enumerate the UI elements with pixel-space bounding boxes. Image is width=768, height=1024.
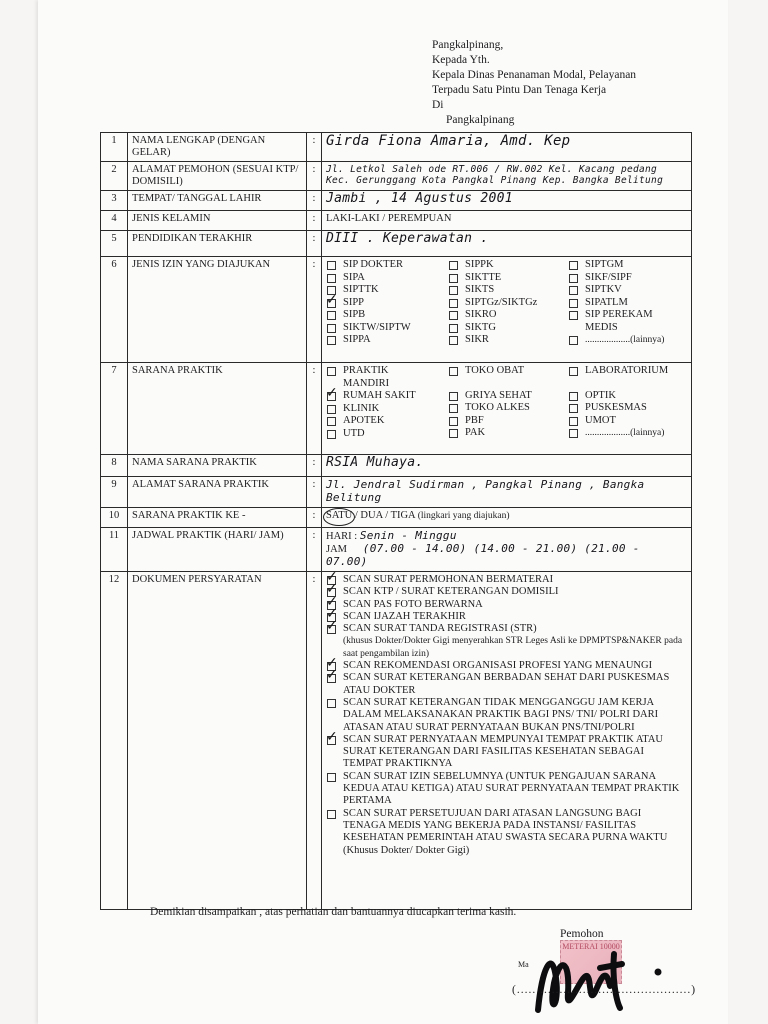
form-row-8 [101, 455, 692, 477]
permit-col-2 [448, 259, 568, 347]
address-value-line1[interactable]: Jl. Letkol Saleh ode RT.006 / RW.002 Kel. Kacang pedang [326, 164, 658, 175]
option-sippa[interactable]: SIPPA [326, 334, 448, 347]
colon: : [307, 231, 322, 257]
header-destination-city: Pangkalpinang [446, 114, 515, 126]
option-toko-alkes[interactable]: TOKO ALKES [448, 402, 568, 415]
checkbox-checked[interactable] [326, 728, 338, 745]
checkmark-icon: ✓ [326, 655, 338, 672]
doc-rekomendasi[interactable]: ✓ SCAN REKOMENDASI ORGANISASI PROFESI YANG MENAUNGI [326, 655, 653, 672]
checkbox[interactable] [449, 299, 458, 308]
doc-str[interactable]: ✓ SCAN SURAT TANDA REGISTRASI (STR) (khusus Dokter/Dokter Gigi menyerahkan STR Leges Asli ke DPMPTSP&NAKER pada saat pengambilan izin) [326, 618, 683, 659]
checkbox[interactable] [569, 417, 578, 426]
checkmark-icon: ✓ [326, 385, 338, 401]
row-label: JADWAL PRAKTIK (HARI/ JAM) [128, 528, 307, 572]
colon: : [307, 572, 322, 910]
gender-options[interactable]: LAKI-LAKI / PEREMPUAN [322, 211, 692, 231]
facility-name-value[interactable]: RSIA Muhaya. [326, 455, 424, 470]
signature-line: (.............................................) [512, 984, 697, 996]
row-number: 3 [101, 191, 128, 211]
doc-ktp[interactable]: ✓ SCAN KTP / SURAT KETERANGAN DOMISILI [326, 581, 559, 598]
colon: : [307, 191, 322, 211]
option-sipa[interactable]: SIPA [326, 272, 448, 285]
row-label: JENIS KELAMIN [128, 211, 307, 231]
address-value-line2[interactable]: Kec. Gerunggang Kota Pangkal Pinang Kep. Bangka Belitung [326, 175, 664, 186]
header-addressee-line2: Terpadu Satu Pintu Dan Tenaga Kerja [432, 84, 607, 96]
form-row-7 [101, 363, 692, 455]
row-number: 12 [101, 572, 128, 910]
form-row-10 [101, 508, 692, 528]
option-sipatlm[interactable]: SIPATLM [568, 297, 687, 310]
checkbox[interactable] [449, 417, 458, 426]
time-label: JAM [326, 544, 348, 555]
checkbox[interactable] [327, 417, 336, 426]
header-addressee-line1: Kepala Dinas Penanaman Modal, Pelayanan [432, 69, 637, 81]
form-row-11 [101, 528, 692, 572]
option-sip-dokter[interactable]: SIP DOKTER [326, 259, 448, 272]
checkbox[interactable] [327, 773, 336, 782]
checkbox[interactable] [449, 286, 458, 295]
checkbox[interactable] [569, 286, 578, 295]
checkbox[interactable] [569, 261, 578, 270]
education-value[interactable]: DIII . Keperawatan . [326, 231, 489, 246]
doc-izin-sebelumnya[interactable]: SCAN SURAT IZIN SEBELUMNYA (UNTUK PENGAJUAN SARANA KEDUA ATAU KETIGA) ATAU SURAT PERNYATAAN TEMPAT PRAKTIK PERTAMA [326, 771, 687, 808]
header-city-date: Pangkalpinang, [432, 39, 504, 51]
checkmark-icon: ✓ [326, 291, 338, 308]
required-documents-list [322, 569, 692, 910]
checkmark-icon: ✓ [326, 618, 338, 635]
form-row-2 [101, 162, 692, 191]
checkbox[interactable] [327, 311, 336, 320]
row-label: ALAMAT SARANA PRAKTIK [128, 477, 307, 508]
checkbox[interactable] [569, 336, 578, 345]
option-optik[interactable]: OPTIK [568, 390, 687, 403]
checkbox[interactable] [327, 336, 336, 345]
selection-circle [323, 508, 355, 526]
option-siktg[interactable]: SIKTG [448, 322, 568, 335]
facility-address-value[interactable]: Jl. Jendral Sudirman , Pangkal Pinang , Bangka Belitung [326, 478, 645, 504]
option-puskesmas[interactable]: PUSKESMAS [568, 402, 687, 415]
option-rumah-sakit[interactable]: ✓ RUMAH SAKIT [326, 385, 416, 401]
doc-tempat-praktik[interactable]: ✓ SCAN SURAT PERNYATAAN MEMPUNYAI TEMPAT PRAKTIK ATAU SURAT KETERANGAN DARI FASILITAS KESEHATAN SEBAGAI TEMPAT PRAKTIKNYA [326, 728, 663, 770]
option-lainnya[interactable]: ...................(lainnya) [568, 334, 687, 347]
option-siktte[interactable]: SIKTTE [448, 272, 568, 285]
checkbox[interactable] [327, 261, 336, 270]
colon: : [307, 363, 322, 455]
row-number: 6 [101, 257, 128, 363]
checkbox[interactable] [449, 367, 458, 376]
permit-type-options [326, 259, 687, 347]
checkbox[interactable] [327, 405, 336, 414]
option-laboratorium[interactable]: LABORATORIUM [568, 365, 687, 378]
option-sikro[interactable]: SIKRO [448, 309, 568, 322]
colon: : [307, 455, 322, 477]
application-form-table [100, 132, 692, 910]
option-umot[interactable]: UMOT [568, 415, 687, 428]
row-number: 4 [101, 211, 128, 231]
option-sikf-sipf[interactable]: SIKF/SIPF [568, 272, 687, 285]
option-klinik[interactable]: KLINIK [326, 403, 448, 416]
letter-header [432, 38, 636, 128]
doc-surat-permohonan[interactable]: ✓ SCAN SURAT PERMOHONAN BERMATERAI [326, 569, 554, 585]
row-label: ALAMAT PEMOHON (SESUAI KTP/ DOMISILI) [128, 162, 307, 191]
checkbox-checked[interactable] [326, 385, 338, 401]
permit-col-3 [568, 259, 687, 347]
checkmark-icon: ✓ [326, 605, 338, 622]
signature-image [530, 938, 680, 1018]
colon: : [307, 211, 322, 231]
full-name-value[interactable]: Girda Fiona Amaria, Amd. Kep [326, 133, 571, 149]
option-sipttk[interactable]: SIPTTK [326, 284, 448, 297]
row-label: NAMA LENGKAP (DENGAN GELAR) [128, 133, 307, 162]
option-sikts[interactable]: SIKTS [448, 284, 568, 297]
form-row-5 [101, 231, 692, 257]
checkbox[interactable] [327, 699, 336, 708]
facility-col-3 [568, 365, 687, 440]
checkbox[interactable] [449, 324, 458, 333]
checkbox[interactable] [327, 810, 336, 819]
row-number: 2 [101, 162, 128, 191]
row-number: 8 [101, 455, 128, 477]
checkbox[interactable] [327, 430, 336, 439]
checkbox[interactable] [327, 367, 336, 376]
colon: : [307, 133, 322, 162]
row-label: JENIS IZIN YANG DIAJUKAN [128, 257, 307, 363]
form-row-12 [101, 572, 692, 910]
checkbox[interactable] [569, 311, 578, 320]
checkbox-checked[interactable] [326, 291, 338, 308]
option-siktw-siptw[interactable]: SIKTW/SIPTW [326, 322, 448, 335]
checkbox[interactable] [449, 261, 458, 270]
practice-facility-options [326, 365, 687, 440]
form-row-6 [101, 257, 692, 363]
form-row-1 [101, 133, 692, 162]
header-di: Di [432, 99, 444, 111]
option-pak[interactable]: PAK [448, 427, 568, 440]
header-addressee-intro: Kepada Yth. [432, 54, 490, 66]
option-sippk[interactable]: SIPPK [448, 259, 568, 272]
option-lainnya[interactable]: ...................(lainnya) [568, 427, 687, 440]
option-pbf[interactable]: PBF [448, 415, 568, 428]
option-sikr[interactable]: SIKR [448, 334, 568, 347]
doc-sehat[interactable]: ✓ SCAN SURAT KETERANGAN BERBADAN SEHAT DARI PUSKESMAS ATAU DOKTER [326, 667, 670, 696]
option-apotek[interactable]: APOTEK [326, 415, 448, 428]
option-sipb[interactable]: SIPB [326, 309, 448, 322]
row-label: TEMPAT/ TANGGAL LAHIR [128, 191, 307, 211]
practice-order-note: (lingkari yang diajukan) [417, 511, 510, 521]
checkmark-icon: ✓ [326, 581, 338, 598]
practice-order-options[interactable]: SATU / DUA / TIGA [326, 510, 416, 521]
checkbox[interactable] [449, 392, 458, 401]
birth-place-date-value[interactable]: Jambi , 14 Agustus 2001 [326, 191, 513, 206]
row-label: SARANA PRAKTIK [128, 363, 307, 455]
facility-col-1 [326, 365, 448, 440]
row-number: 5 [101, 231, 128, 257]
option-praktik-mandiri[interactable]: PRAKTIK MANDIRI [326, 365, 448, 390]
checkbox[interactable] [327, 274, 336, 283]
checkbox[interactable] [449, 311, 458, 320]
facility-col-2 [448, 365, 568, 440]
colon: : [307, 528, 322, 572]
row-number: 7 [101, 363, 128, 455]
option-toko-obat[interactable]: TOKO OBAT [448, 365, 568, 378]
row-label: PENDIDIKAN TERAKHIR [128, 231, 307, 257]
colon: : [307, 257, 322, 363]
option-sipp[interactable]: ✓ SIPP [326, 291, 365, 308]
doc-pas-foto[interactable]: ✓ SCAN PAS FOTO BERWARNA [326, 593, 483, 610]
checkbox[interactable] [569, 274, 578, 283]
checkbox[interactable] [449, 404, 458, 413]
row-label: NAMA SARANA PRAKTIK [128, 455, 307, 477]
checkbox[interactable] [569, 429, 578, 438]
checkbox[interactable] [327, 324, 336, 333]
day-label: HARI [326, 531, 352, 542]
row-number: 11 [101, 528, 128, 572]
checkmark-icon: ✓ [326, 569, 338, 585]
row-number: 9 [101, 477, 128, 508]
option-siptgz[interactable]: SIPTGz/SIKTGz [448, 297, 568, 310]
row-number: 10 [101, 508, 128, 528]
checkbox-checked[interactable] [326, 618, 338, 635]
checkbox[interactable] [449, 336, 458, 345]
row-label: DOKUMEN PERSYARATAN [128, 572, 307, 910]
checkbox[interactable] [569, 299, 578, 308]
option-siptkv[interactable]: SIPTKV [568, 284, 687, 297]
option-utd[interactable]: UTD [326, 428, 448, 441]
form-row-4 [101, 211, 692, 231]
doc-persetujuan-atasan[interactable]: SCAN SURAT PERSETUJUAN DARI ATASAN LANGSUNG BAGI TENAGA MEDIS YANG BEKERJA PADA INSTANSI/ FASILITAS KESEHATAN PEMERINTAH ATAU SWASTA SECARA PURNA WAKTU (Khusus Dokter/ Dokter Gigi) [326, 808, 687, 857]
checkbox-checked[interactable] [326, 667, 338, 684]
colon: : [307, 162, 322, 191]
option-sip-perekam-medis[interactable]: SIP PEREKAM MEDIS [568, 309, 687, 334]
option-siptgm[interactable]: SIPTGM [568, 259, 687, 272]
row-number: 1 [101, 133, 128, 162]
checkmark-icon: ✓ [326, 667, 338, 684]
checkbox[interactable] [449, 429, 458, 438]
practice-days-value[interactable]: Senin - Minggu [359, 529, 457, 542]
materai-label: Ma [518, 960, 529, 969]
checkbox[interactable] [569, 367, 578, 376]
form-row-9 [101, 477, 692, 508]
doc-ijazah[interactable]: ✓ SCAN IJAZAH TERAKHIR [326, 605, 466, 622]
closing-statement: Demikian disampaikan , atas perhatian dan bantuannya diucapkan terima kasih. [150, 906, 517, 918]
checkbox[interactable] [569, 404, 578, 413]
applicant-label: Pemohon [560, 928, 604, 940]
str-note: (khusus Dokter/Dokter Gigi menyerahkan STR Leges Asli ke DPMPTSP&NAKER pada saat pengambilan izin) [343, 636, 683, 659]
checkmark-icon: ✓ [326, 728, 338, 745]
checkbox[interactable] [569, 392, 578, 401]
permit-col-1 [326, 259, 448, 347]
duty-stamp: METERAI 10000 [560, 940, 622, 984]
checkbox[interactable] [449, 274, 458, 283]
practice-hours-value[interactable]: (07.00 - 14.00) (14.00 - 21.00) (21.00 - 07.00) [326, 542, 640, 568]
colon: : [354, 531, 358, 542]
colon: : [307, 477, 322, 508]
checkmark-icon: ✓ [326, 593, 338, 610]
colon: : [307, 508, 322, 528]
doc-tidak-mengganggu[interactable]: SCAN SURAT KETERANGAN TIDAK MENGGANGGU JAM KERJA DALAM MELAKSANAKAN PRAKTIK BAGI PNS/ TNI/ POLRI DARI ATASAN ATAU SURAT PERNYATAAN BUKAN PNS/TNI/POLRI [326, 697, 687, 734]
option-griya-sehat[interactable]: GRIYA SEHAT [448, 390, 568, 403]
row-label: SARANA PRAKTIK KE - [128, 508, 307, 528]
form-row-3 [101, 191, 692, 211]
